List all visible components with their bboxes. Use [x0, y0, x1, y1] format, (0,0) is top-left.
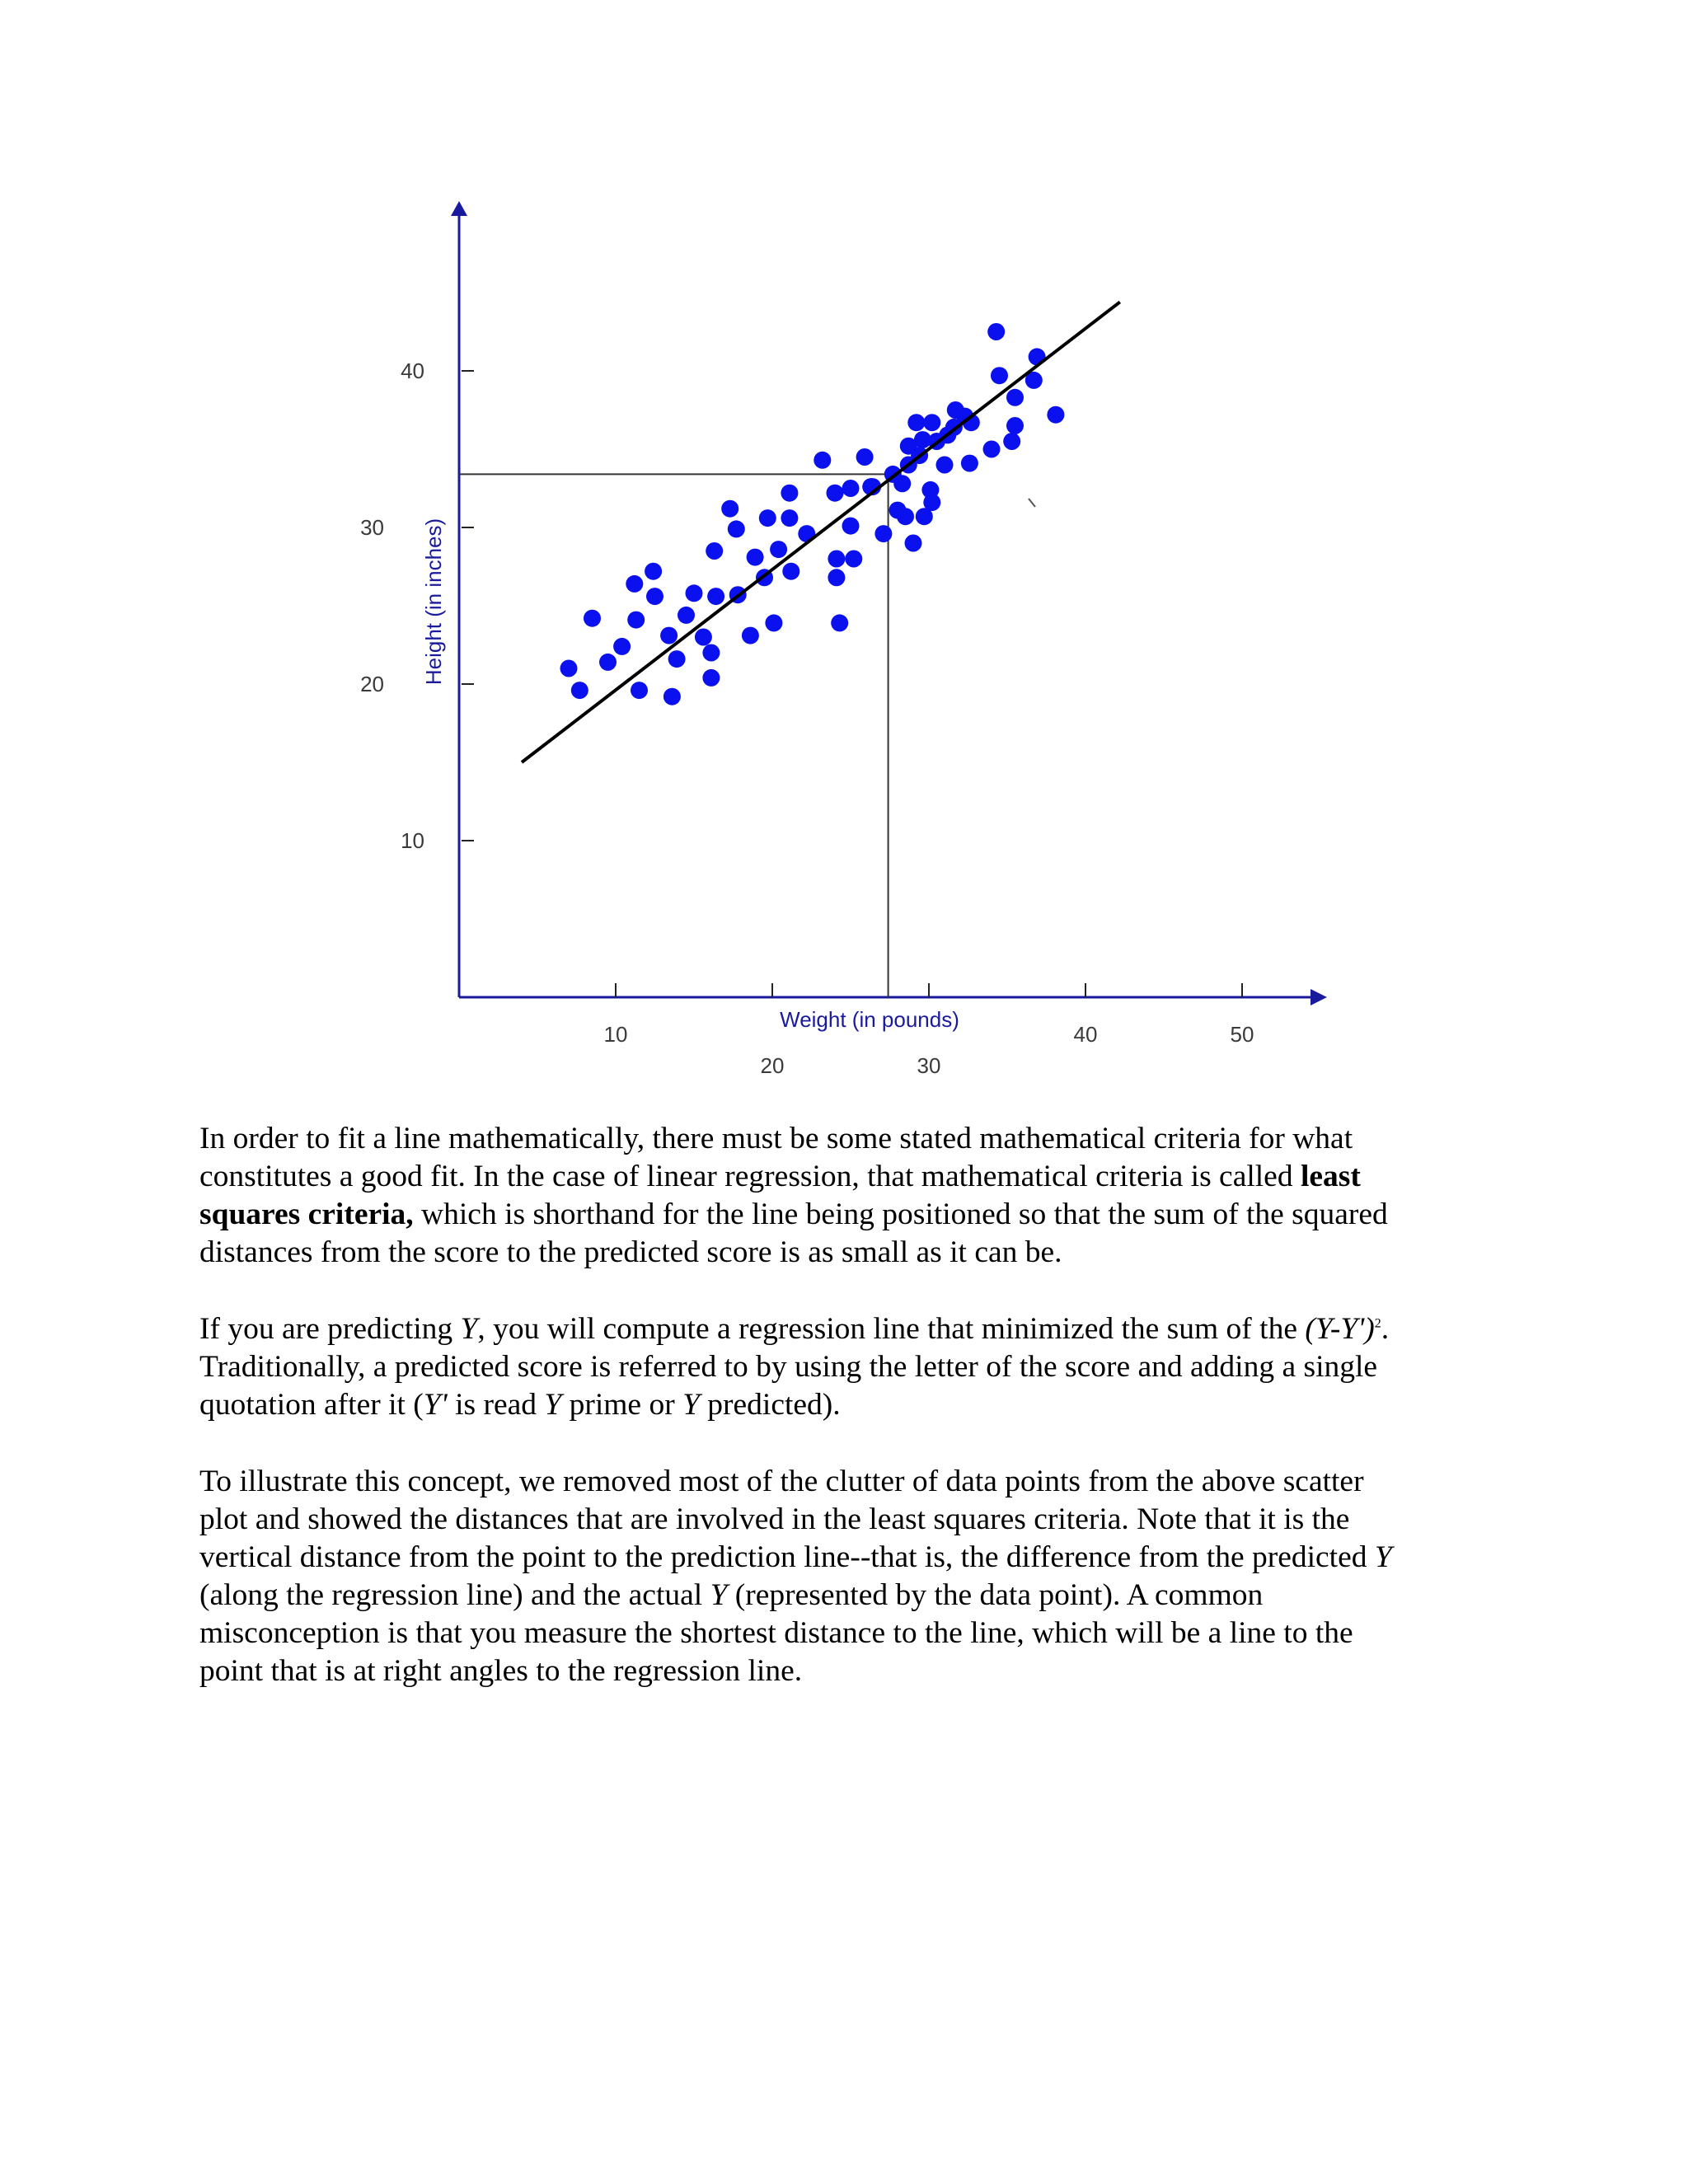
data-point [584, 610, 601, 627]
text-run: quotation after it ( [199, 1388, 424, 1422]
data-point [626, 575, 643, 593]
data-point [893, 475, 911, 492]
x-tick-label: 50 [1230, 1022, 1254, 1047]
superscript-exponent: 2 [1374, 1316, 1381, 1331]
y-ticks [360, 359, 474, 853]
italic-term: Y [460, 1312, 478, 1346]
data-point [936, 457, 954, 474]
text-run: (represented by the data point). A common [727, 1578, 1264, 1612]
data-point [631, 682, 648, 699]
regression-line [522, 302, 1120, 762]
x-tick-label: 40 [1073, 1022, 1098, 1047]
data-point [814, 452, 831, 469]
data-point [781, 485, 798, 502]
data-point [706, 542, 723, 560]
text-run: predicted). [699, 1388, 841, 1422]
data-point [827, 485, 844, 502]
x-axis-arrow [1311, 989, 1327, 1005]
regression-line-group [522, 302, 1120, 762]
data-point [845, 551, 862, 568]
text-run: (along the regression line) and the actual [199, 1578, 710, 1612]
data-point [742, 627, 759, 644]
italic-term: Y' [423, 1388, 448, 1422]
y-axis-arrow [451, 201, 467, 216]
data-point [759, 509, 776, 527]
data-point [747, 549, 764, 566]
data-point [1006, 389, 1024, 406]
text-line: Traditionally, a predicted score is referred to by using the letter of the score and adding a single [199, 1350, 1378, 1384]
data-point [613, 638, 631, 655]
text-run: which is shorthand for the line being positioned so that the sum of the squared [413, 1197, 1388, 1231]
text-line: In order to fit a line mathematically, there must be some stated mathematical criteria for what [199, 1122, 1353, 1155]
data-point [842, 518, 860, 535]
data-point [842, 480, 860, 497]
data-point [571, 682, 588, 699]
text-line [199, 1158, 1518, 1196]
text-run: , you will compute a regression line that minimized the sum of the [477, 1312, 1306, 1346]
data-point [923, 414, 940, 431]
data-point [702, 644, 720, 662]
data-point [983, 441, 1001, 458]
paragraph-least-squares [199, 1120, 1518, 1272]
text-line [199, 1539, 1518, 1577]
data-point [907, 414, 925, 431]
data-point [781, 509, 798, 527]
text-run: If you are predicting [199, 1312, 461, 1346]
text-line [199, 1386, 1518, 1424]
italic-term: Y [682, 1388, 700, 1422]
data-point [828, 569, 845, 586]
bold-term: squares criteria, [199, 1197, 414, 1231]
data-point [991, 367, 1008, 384]
italic-term: Y [710, 1578, 728, 1612]
data-point [856, 448, 874, 466]
text-line [199, 1310, 1518, 1348]
data-point [678, 607, 695, 624]
italic-term: Y [544, 1388, 562, 1422]
data-point [646, 588, 663, 605]
data-point [782, 563, 799, 580]
data-point [987, 323, 1005, 340]
data-point [897, 508, 914, 525]
data-point [702, 669, 720, 687]
text-line: plot and showed the distances that are involved in the least squares criteria. Note that it is the [199, 1502, 1350, 1536]
data-point [660, 627, 678, 644]
text-run: vertical distance from the point to the prediction line--that is, the difference from the predicted [199, 1540, 1375, 1574]
data-point [721, 500, 738, 518]
text-run: . [1381, 1312, 1390, 1346]
data-point [905, 535, 922, 552]
data-points [560, 323, 1065, 705]
data-point [707, 588, 724, 605]
data-point [923, 494, 940, 511]
x-tick-label: 10 [603, 1022, 628, 1047]
data-point [695, 629, 712, 646]
text-line [199, 1577, 1518, 1615]
y-tick-label: 10 [401, 828, 424, 853]
data-point [961, 455, 978, 472]
text-run: is read [447, 1388, 545, 1422]
text-line: point that is at right angles to the regression line. [199, 1654, 803, 1688]
stray-mark [1029, 499, 1035, 507]
data-point [828, 551, 845, 568]
data-point [770, 541, 787, 558]
data-point [668, 650, 686, 668]
y-tick-label: 20 [360, 672, 384, 696]
data-point [686, 584, 703, 602]
data-point [1006, 417, 1024, 434]
italic-term: Y [1374, 1540, 1392, 1574]
text-run: prime or [561, 1388, 683, 1422]
x-tick-label: 30 [917, 1053, 941, 1078]
y-tick-label: 30 [360, 515, 384, 540]
reference-lines [459, 474, 889, 997]
x-axis-label: Weight (in pounds) [780, 1007, 959, 1032]
text-line: distances from the score to the predicted score is as small as it can be. [199, 1235, 1062, 1269]
text-line: To illustrate this concept, we removed most of the clutter of data points from the above scatter [199, 1465, 1364, 1498]
paragraph-predicting-y [199, 1310, 1518, 1424]
y-tick-label: 40 [401, 359, 424, 383]
paragraph-illustration [199, 1463, 1518, 1690]
data-point [1003, 433, 1020, 450]
data-point [599, 654, 617, 671]
data-point [765, 614, 782, 631]
italic-formula: (Y-Y') [1305, 1312, 1375, 1346]
text-run: constitutes a good fit. In the case of linear regression, that mathematical criteria is called [199, 1160, 1301, 1193]
y-axis-label: Height (in inches) [421, 518, 446, 686]
text-line: misconception is that you measure the shortest distance to the line, which will be a line to the [199, 1616, 1353, 1650]
data-point [831, 614, 848, 631]
data-point [560, 660, 578, 677]
data-point [645, 563, 662, 580]
data-point [1047, 406, 1064, 424]
x-tick-label: 20 [760, 1053, 785, 1078]
text-line [199, 1196, 1518, 1234]
data-point [728, 520, 745, 537]
bold-term: least [1300, 1160, 1361, 1193]
data-point [663, 688, 681, 705]
data-point [627, 612, 645, 629]
data-point [874, 525, 892, 542]
